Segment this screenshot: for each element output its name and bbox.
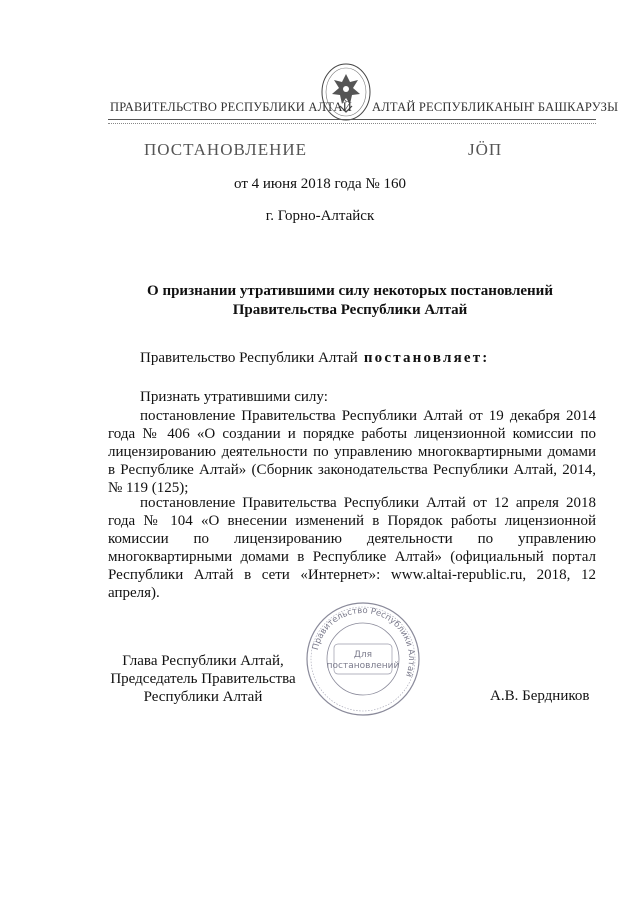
header-org-left: ПРАВИТЕЛЬСТВО РЕСПУБЛИКИ АЛТАЙ bbox=[110, 100, 352, 114]
document-title bbox=[100, 282, 600, 320]
header-org-right: АЛТАЙ РЕСПУБЛИКАНЫҤ БАШКАРУЗЫ bbox=[372, 100, 619, 114]
stamp-center-line-2: постановлений bbox=[326, 661, 400, 671]
signer-line-3: Республики Алтай bbox=[143, 689, 263, 705]
preamble-subject: Правительство Республики Алтай bbox=[140, 350, 358, 366]
doc-type-alt: ЈӦП bbox=[468, 140, 503, 159]
intro-text: Признать утратившими силу: bbox=[140, 389, 328, 405]
header-rule bbox=[108, 119, 596, 120]
header-rule-dotted bbox=[108, 123, 596, 124]
repealed-item-2: постановление Правительства Республики Алтай от 12 апреля 2018 года № 104 «О внесении изменений в Порядок работы лицензионной комиссии по лицензированию деятельности по управлению многоквартирными домами в Республике Алтай» (официальный портал Республики Алтай в сети «Интернет»: www.altai-republic.ru, 2018, 12 апреля). bbox=[108, 495, 596, 601]
signer-line-2: Председатель Правительства bbox=[110, 671, 296, 687]
preamble-action: постановляет: bbox=[363, 350, 490, 366]
doc-type-ru: ПОСТАНОВЛЕНИЕ bbox=[144, 140, 308, 159]
stamp-ring-text: Правительство Республики Алтай bbox=[310, 605, 417, 679]
title-line-2: Правительства Республики Алтай bbox=[232, 302, 468, 318]
document-date-number: от 4 июня 2018 года № 160 bbox=[234, 176, 406, 192]
document-city: г. Горно-Алтайск bbox=[265, 208, 375, 224]
preamble bbox=[140, 350, 490, 367]
repealed-item-1: постановление Правительства Республики Алтай от 19 декабря 2014 года № 406 «О создании и порядке работы лицензионной комиссии по лицензированию деятельности по управлению многоквартирными домами в Республике Алтай» (Сборник законодательства Республики Алтай, 2014, № 119 (125); bbox=[108, 408, 596, 496]
signer-line-1: Глава Республики Алтай, bbox=[122, 653, 284, 669]
signer-name: А.В. Бердников bbox=[490, 688, 590, 704]
title-line-1: О признании утратившими силу некоторых постановлений bbox=[147, 283, 553, 299]
stamp-center-line-1: Для bbox=[353, 650, 373, 660]
official-stamp bbox=[304, 600, 422, 718]
signer-position bbox=[108, 652, 298, 706]
